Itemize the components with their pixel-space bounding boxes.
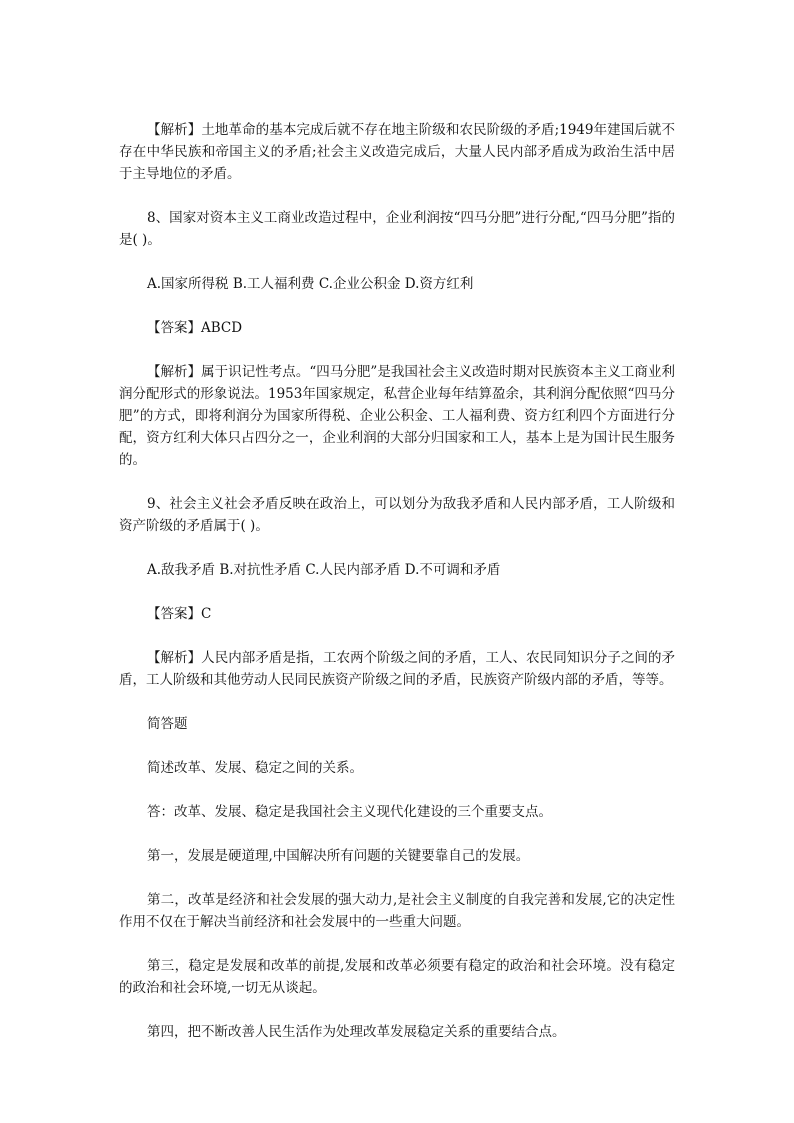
short-answer-point-1 [119, 845, 675, 867]
question-text: 8、国家对资本主义工商业改造过程中，企业利润按“四马分肥”进行分配,“四马分肥”指的是( )。 [119, 210, 675, 248]
point-text: 第三，稳定是发展和改革的前提,发展和改革必须要有稳定的政治和社会环境。没有稳定的政治和社会环境,一切无从谈起。 [119, 958, 675, 996]
analysis-text: 属于识记性考点。“四马分肥”是我国社会主义改造时期对民族资本主义工商业利润分配形式的形象说法。1953年国家规定，私营企业每年结算盈余，其利润分配依照“四马分肥”的方式，即将利润分为国家所得税、企业公积金、工人福利费、资方红利四个方面进行分配，资方红利大体只占四分之一，企业利润的大部分归国家和工人，基本上是为国计民生服务的。 [119, 364, 675, 468]
question-8-options [119, 273, 675, 295]
answer-text: ABCD [201, 320, 243, 336]
short-answer-point-4 [119, 1021, 675, 1043]
analysis-paragraph-q9 [119, 647, 675, 691]
answer-paragraph-q8 [119, 317, 675, 339]
short-answer-question [119, 757, 675, 779]
analysis-tag: 【解析】 [147, 650, 202, 666]
question-text: 9、社会主义社会矛盾反映在政治上，可以划分为敌我矛盾和人民内部矛盾，工人阶级和资产阶级的矛盾属于( )。 [119, 496, 675, 534]
analysis-text: 人民内部矛盾是指，工农两个阶级之间的矛盾，工人、农民同知识分子之间的矛盾，工人阶级和其他劳动人民同民族资产阶级之间的矛盾，民族资产阶级内部的矛盾，等等。 [119, 650, 676, 688]
section-heading-short-answer [119, 713, 675, 735]
short-answer-point-3 [119, 955, 675, 999]
analysis-text: 土地革命的基本完成后就不存在地主阶级和农民阶级的矛盾;1949年建国后就不存在中华民族和帝国主义的矛盾;社会主义改造完成后，大量人民内部矛盾成为政治生活中居于主导地位的矛盾。 [119, 122, 675, 182]
question-8 [119, 207, 675, 251]
answer-tag: 【答案】 [147, 606, 201, 622]
question-9-options [119, 559, 675, 581]
answer-tag: 【答案】 [147, 320, 201, 336]
question-9 [119, 493, 675, 537]
answer-text: 答：改革、发展、稳定是我国社会主义现代化建设的三个重要支点。 [147, 804, 552, 820]
short-answer-point-2 [119, 889, 675, 933]
analysis-tag: 【解析】 [147, 364, 202, 380]
answer-paragraph-q9 [119, 603, 675, 625]
point-text: 第二，改革是经济和社会发展的强大动力,是社会主义制度的自我完善和发展,它的决定性作用不仅在于解决当前经济和社会发展中的一些重大问题。 [119, 892, 675, 930]
point-text: 第一，发展是硬道理,中国解决所有问题的关键要靠自己的发展。 [147, 848, 530, 864]
options-text: A.国家所得税 B.工人福利费 C.企业公积金 D.资方红利 [147, 276, 474, 292]
options-text: A.敌我矛盾 B.对抗性矛盾 C.人民内部矛盾 D.不可调和矛盾 [147, 562, 501, 578]
analysis-paragraph-q7 [119, 119, 675, 185]
short-answer-intro [119, 801, 675, 823]
section-heading-text: 简答题 [147, 716, 188, 732]
analysis-tag: 【解析】 [147, 122, 202, 138]
point-text: 第四，把不断改善人民生活作为处理改革发展稳定关系的重要结合点。 [147, 1024, 566, 1040]
document-body [119, 119, 675, 1065]
question-text: 简述改革、发展、稳定之间的关系。 [147, 760, 363, 776]
analysis-paragraph-q8 [119, 361, 675, 471]
answer-text: C [201, 606, 212, 622]
